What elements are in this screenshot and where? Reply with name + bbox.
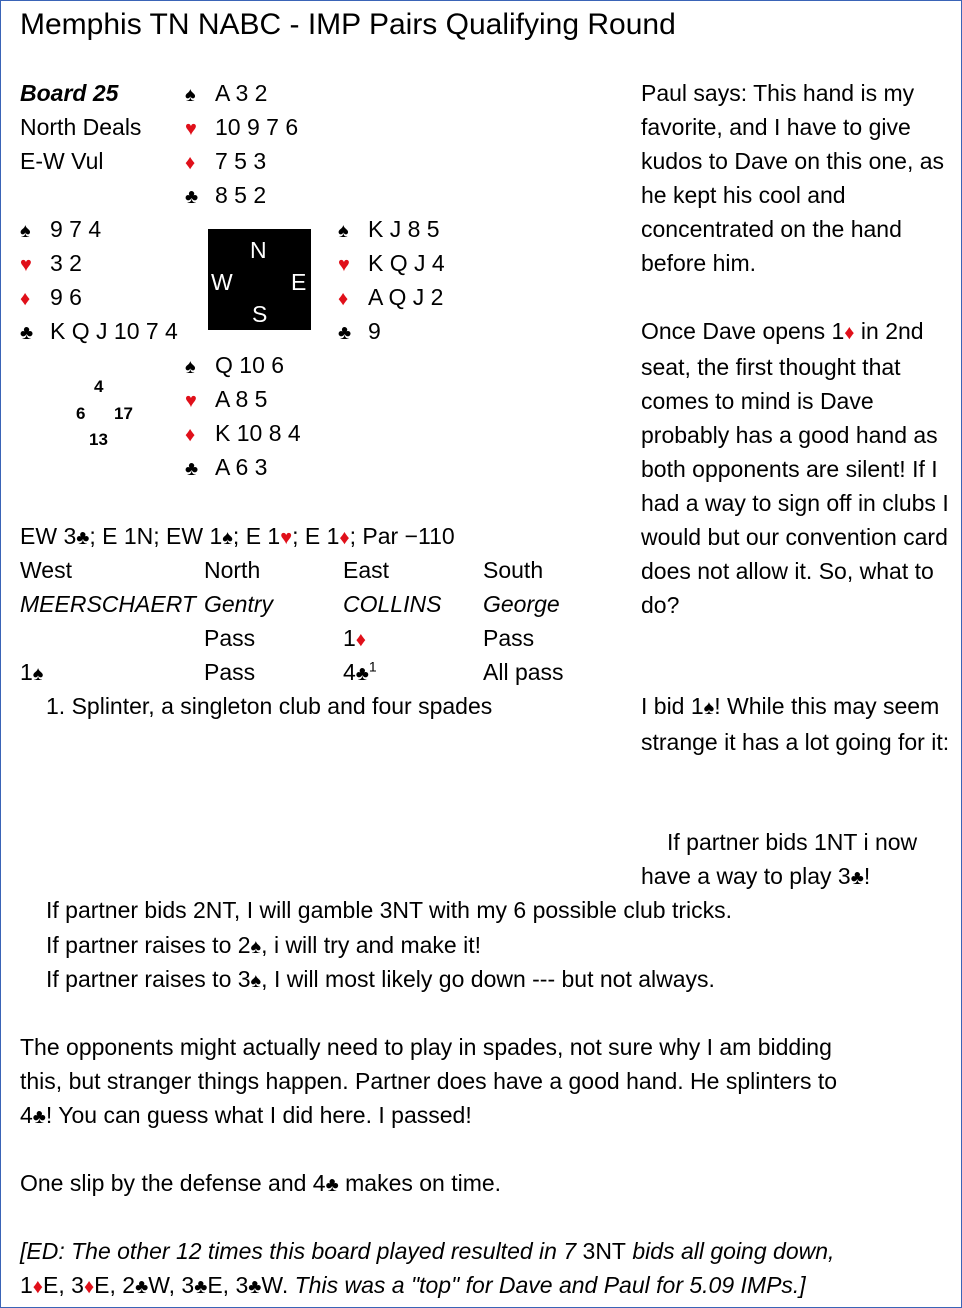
heart-icon: ♥: [185, 118, 197, 140]
commentary-1nt-line: If partner bids 1NT i now: [667, 829, 918, 855]
spade-icon: ♠: [703, 697, 715, 719]
commentary-paragraph-1: Paul says: This hand is my favorite, and I have to give kudos to Dave on this one, as he kept his cool and concentrated on the hand before him.: [641, 80, 945, 276]
spade-icon: ♠: [20, 220, 31, 242]
compass-west: W: [211, 269, 233, 295]
par-text: ; E 1: [232, 523, 281, 549]
paragraph-slip: [20, 1166, 501, 1202]
bid-south-2: All pass: [483, 659, 564, 685]
diamond-icon: ♦: [339, 527, 350, 549]
heart-icon: ♥: [20, 254, 32, 276]
club-icon: ♣: [32, 1106, 46, 1128]
east-clubs: [338, 314, 381, 350]
editor-text: E, 3: [43, 1272, 84, 1298]
bid-north-2: Pass: [204, 659, 256, 685]
east-hearts: [338, 246, 445, 282]
diamond-icon: ♦: [338, 288, 349, 310]
south-clubs-cards: A 6 3: [215, 454, 268, 480]
auction-header-north: North: [204, 557, 261, 583]
spade-icon: ♠: [185, 356, 196, 378]
bid-east-2: [343, 655, 377, 691]
diamond-icon: ♦: [355, 629, 367, 651]
footnote-marker: 1: [368, 658, 377, 675]
west-diamonds-cards: 9 6: [50, 284, 82, 310]
bid-level: 1: [20, 659, 33, 685]
north-hearts-cards: 10 9 7 6: [215, 114, 299, 140]
compass-box: [208, 229, 311, 330]
hcp-west: 6: [76, 404, 86, 423]
diamond-icon: ♦: [83, 1276, 95, 1298]
north-clubs-cards: 8 5 2: [215, 182, 267, 208]
diamond-icon: ♦: [32, 1276, 44, 1298]
west-hearts: [20, 246, 82, 282]
auction-footnote: 1. Splinter, a singleton club and four spades: [46, 693, 493, 719]
club-icon: ♣: [338, 322, 352, 344]
paragraph-opponents-1: The opponents might actually need to play in spades, not sure why I am bidding: [20, 1034, 832, 1060]
south-hearts: [185, 382, 267, 418]
auction-header-west: West: [20, 557, 72, 583]
commentary-text: 4: [20, 1102, 33, 1128]
par-line: [20, 519, 455, 555]
commentary-text: If partner raises to 2: [46, 932, 251, 958]
commentary-text: I bid 1: [641, 693, 704, 719]
commentary-text: in 2nd seat, the first thought that comes to mind is Dave probably has a good hand as both opponents are silent! If I had a way to sign off in clubs I would but our convention card does not allow it. So, what to do?: [641, 318, 949, 618]
par-text: ; Par −110: [349, 523, 455, 549]
commentary-text: !: [863, 863, 871, 889]
vulnerability-info: E-W Vul: [20, 148, 104, 174]
page-title: Memphis TN NABC - IMP Pairs Qualifying Round: [20, 8, 676, 41]
north-diamonds: [185, 144, 266, 180]
diamond-icon: ♦: [20, 288, 31, 310]
commentary-text: , i will try and make it!: [261, 932, 482, 958]
east-diamonds-cards: A Q J 2: [368, 284, 444, 310]
north-clubs: [185, 178, 266, 214]
editor-text: E, 2: [94, 1272, 136, 1298]
bid-level: 4: [343, 659, 356, 685]
spade-icon: ♠: [250, 936, 262, 958]
editor-text: 1: [20, 1272, 33, 1298]
club-icon: ♣: [248, 1276, 262, 1298]
heart-icon: ♥: [280, 527, 293, 549]
heart-icon: ♥: [338, 254, 350, 276]
south-spades-cards: Q 10 6: [215, 352, 285, 378]
editor-text: [ED: The other 12 times this board played resulted in 7: [20, 1238, 583, 1264]
club-icon: ♣: [76, 527, 90, 549]
editor-text: E, 3: [207, 1272, 249, 1298]
east-hearts-cards: K Q J 4: [368, 250, 445, 276]
spade-icon: ♠: [222, 527, 233, 549]
commentary-text: ! While this may seem strange it has a lot going for it:: [641, 693, 950, 755]
commentary-text: Once Dave opens 1: [641, 318, 845, 344]
diamond-icon: ♦: [185, 152, 196, 174]
south-clubs: [185, 450, 267, 486]
commentary-2s-line: [46, 928, 481, 964]
editor-note-line-1: [20, 1234, 834, 1268]
editor-note-line-2: [20, 1268, 806, 1304]
diamond-icon: ♦: [185, 424, 196, 446]
editor-text: W, 3: [148, 1272, 195, 1298]
south-hearts-cards: A 8 5: [215, 386, 268, 412]
club-icon: ♣: [355, 663, 369, 685]
club-icon: ♣: [185, 458, 199, 480]
editor-text: This was a "top" for Dave and Paul for 5.09 IMPs.]: [294, 1272, 806, 1298]
west-spades-cards: 9 7 4: [50, 216, 102, 242]
player-south: George: [483, 591, 560, 617]
par-text: ; E 1: [292, 523, 340, 549]
editor-text: 3NT: [582, 1238, 626, 1264]
dealer-info: North Deals: [20, 114, 142, 140]
player-east: COLLINS: [343, 591, 442, 617]
auction-header-south: South: [483, 557, 544, 583]
club-icon: ♣: [20, 322, 34, 344]
board-number: Board 25: [20, 80, 119, 106]
player-north: Gentry: [204, 591, 274, 617]
editor-text: W.: [261, 1272, 295, 1298]
commentary-text: If partner raises to 3: [46, 966, 251, 992]
hcp-north: 4: [94, 377, 104, 396]
bid-west-2: [20, 655, 43, 691]
commentary-text: have a way to play 3: [641, 863, 851, 889]
bid-east-1: [343, 621, 366, 657]
heart-icon: ♥: [185, 390, 197, 412]
club-icon: ♣: [850, 867, 864, 889]
diamond-icon: ♦: [844, 322, 855, 344]
south-diamonds-cards: K 10 8 4: [215, 420, 301, 446]
commentary-3s-line: [46, 962, 715, 998]
north-diamonds-cards: 7 5 3: [215, 148, 267, 174]
spade-icon: ♠: [338, 220, 349, 242]
auction-header-east: East: [343, 557, 390, 583]
hcp-east: 17: [114, 404, 133, 423]
commentary-text: makes on time.: [338, 1170, 502, 1196]
north-spades-cards: A 3 2: [215, 80, 268, 106]
club-icon: ♣: [135, 1276, 149, 1298]
paragraph-opponents-3: [20, 1098, 472, 1134]
west-diamonds: [20, 280, 82, 316]
east-clubs-cards: 9: [368, 318, 381, 344]
south-spades: [185, 348, 284, 384]
west-spades: [20, 212, 101, 248]
paragraph-opponents-2: this, but stranger things happen. Partner does have a good hand. He splinters to: [20, 1068, 838, 1094]
par-text: ; E 1N; EW 1: [89, 523, 223, 549]
commentary-paragraph-3: [641, 689, 956, 759]
north-spades: [185, 76, 267, 112]
club-icon: ♣: [325, 1174, 339, 1196]
compass-north: N: [250, 237, 267, 263]
commentary-text: ! You can guess what I did here. I passed!: [45, 1102, 472, 1128]
east-spades: [338, 212, 440, 248]
bid-south-1: Pass: [483, 625, 535, 651]
commentary-3c-line: [641, 859, 870, 895]
commentary-paragraph-2: [641, 314, 956, 622]
par-text: EW 3: [20, 523, 77, 549]
commentary-text: , I will most likely go down --- but not always.: [261, 966, 715, 992]
south-diamonds: [185, 416, 301, 452]
commentary-2nt-line: If partner bids 2NT, I will gamble 3NT with my 6 possible club tricks.: [46, 897, 732, 923]
west-hearts-cards: 3 2: [50, 250, 82, 276]
player-west: MEERSCHAERT: [20, 591, 196, 617]
hcp-south: 13: [89, 430, 108, 449]
bid-level: 1: [343, 625, 356, 651]
spade-icon: ♠: [185, 84, 196, 106]
spade-icon: ♠: [250, 970, 262, 992]
spade-icon: ♠: [32, 663, 44, 685]
club-icon: ♣: [194, 1276, 208, 1298]
east-spades-cards: K J 8 5: [368, 216, 440, 242]
north-hearts: [185, 110, 298, 146]
editor-text: bids all going down,: [625, 1238, 835, 1264]
compass-south: S: [252, 301, 268, 327]
east-diamonds: [338, 280, 443, 316]
west-clubs-cards: K Q J 10 7 4: [50, 318, 178, 344]
commentary-text: One slip by the defense and 4: [20, 1170, 326, 1196]
west-clubs: [20, 314, 178, 350]
club-icon: ♣: [185, 186, 199, 208]
compass-east: E: [291, 269, 307, 295]
bid-north-1: Pass: [204, 625, 256, 651]
